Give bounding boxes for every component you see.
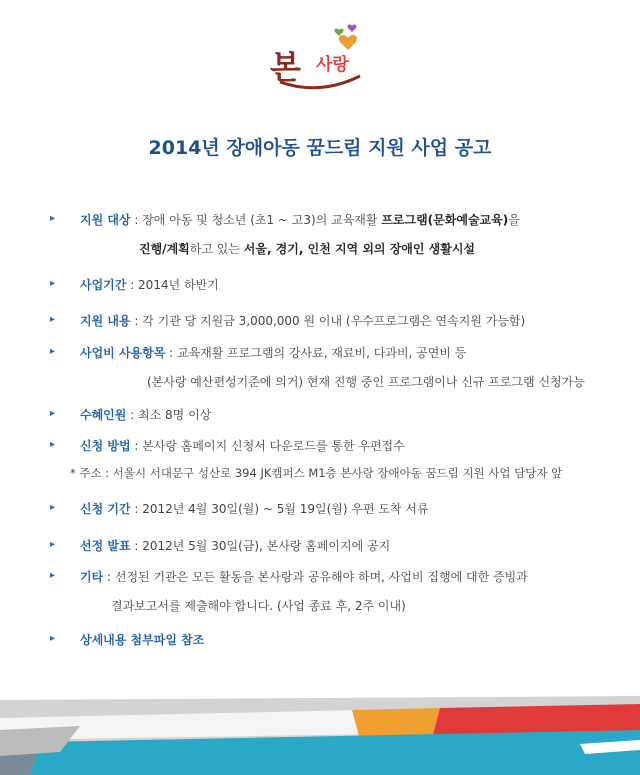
bullet-icon: ▸: [50, 213, 56, 224]
logo-text-bo: 본: [270, 48, 299, 86]
bonsarang-logo: [268, 20, 378, 95]
bullet-icon: ▸: [50, 408, 56, 419]
item-apply-period: 신청 기간 : 2012년 4월 30일(월) ~ 5월 19일(월) 우편 도착 서류: [80, 502, 429, 516]
item-period: 사업기간 : 2014년 하반기: [80, 278, 219, 292]
item-target: 지원 대상 : 장애 아동 및 청소년 (초1 ~ 고3)의 교육재활 프로그램(문화예술교육)을: [80, 213, 520, 227]
item-announce: 선정 발표 : 2012년 5월 30일(금), 본사랑 홈페이지에 공지: [80, 539, 391, 553]
bullet-icon: ▸: [50, 570, 56, 581]
bullet-icon: ▸: [50, 439, 56, 450]
item-etc-line2: 결과보고서를 제출해야 합니다. (사업 종료 후, 2주 이내): [111, 599, 406, 613]
item-expense-line2: (본사랑 예산편성기준에 의거) 현재 진행 중인 프로그램이나 신규 프로그램 신청가능: [147, 375, 585, 389]
item-attachment[interactable]: 상세내용 첨부파일 참조: [80, 633, 205, 647]
item-target-line2: 진행/계획하고 있는 서울, 경기, 인천 지역 외의 장애인 생활시설: [139, 242, 476, 256]
page-title: 2014년 장애아동 꿈드림 지원 사업 공고: [148, 137, 492, 159]
bullet-icon: ▸: [50, 278, 56, 289]
bullet-icon: ▸: [50, 502, 56, 513]
bullet-icon: ▸: [50, 314, 56, 325]
item-method: 신청 방법 : 본사랑 홈페이지 신청서 다운로드를 통한 우편접수: [80, 439, 405, 453]
logo-text-sarang: 사랑: [316, 55, 349, 75]
bullet-icon: ▸: [50, 539, 56, 550]
item-etc: 기타 : 선정된 기관은 모든 활동을 본사랑과 공유해야 하며, 사업비 집행에 대한 증빙과: [80, 570, 528, 584]
footer-decoration: [0, 670, 640, 775]
bullet-icon: ▸: [50, 633, 56, 644]
item-beneficiaries: 수혜인원 : 최소 8명 이상: [80, 408, 212, 422]
bullet-icon: ▸: [50, 346, 56, 357]
item-support: 지원 내용 : 각 기관 당 지원금 3,000,000 원 이내 (우수프로그램은 연속지원 가능함): [80, 314, 526, 328]
item-address: * 주소 : 서울시 서대문구 성산로 394 JK캠퍼스 M1층 본사랑 장애아동 꿈드림 지원 사업 담당자 앞: [70, 466, 563, 480]
item-expense: 사업비 사용항목 : 교육재활 프로그램의 강사료, 재료비, 다과비, 공연비 등: [80, 346, 467, 360]
